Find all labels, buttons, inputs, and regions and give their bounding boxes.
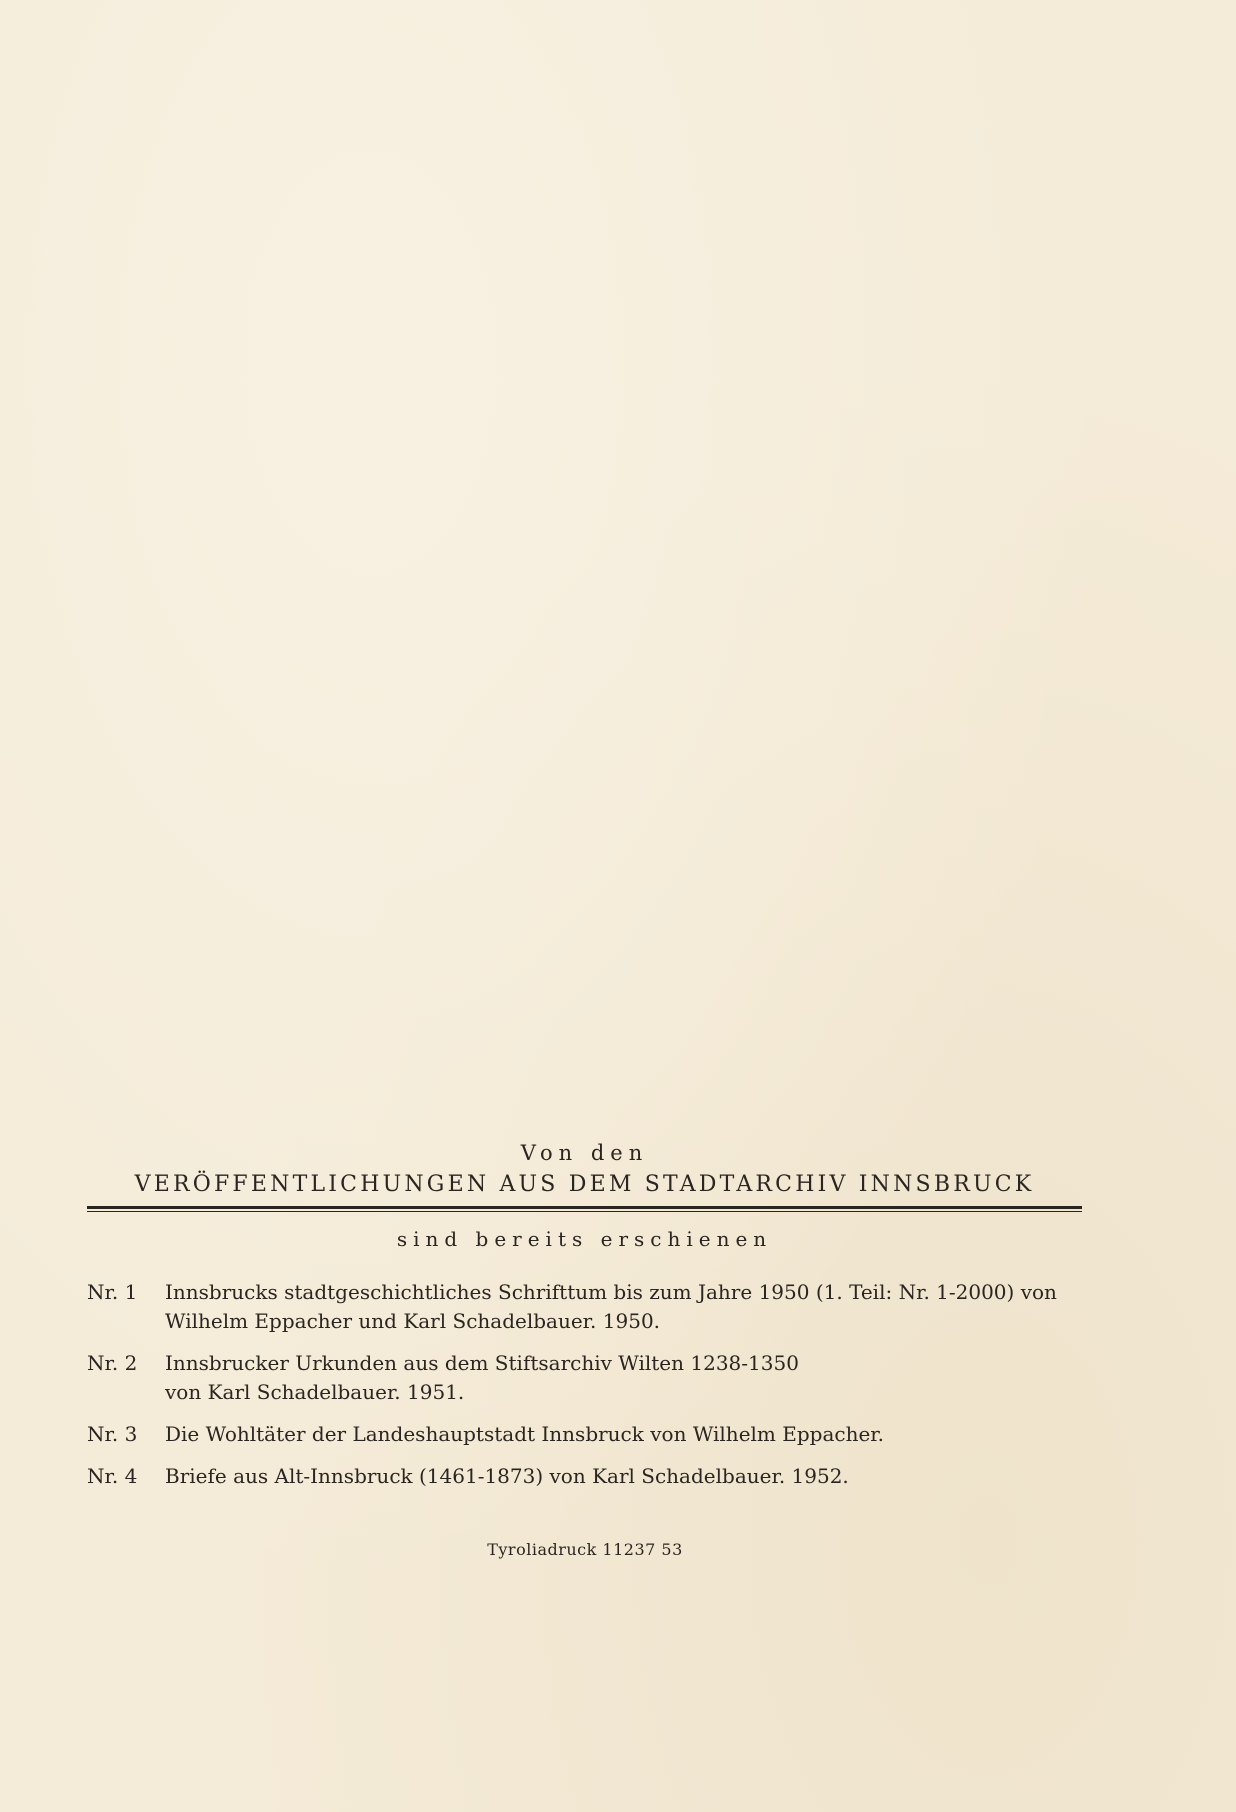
list-item [87,1462,1082,1491]
entry-text: Innsbrucker Urkunden aus dem Stiftsarchiv Wilten 1238-1350 von Karl Schadelbauer. 1951. [165,1351,799,1404]
list-item [87,1278,1082,1336]
printer-imprint: Tyroliadruck 11237 53 [487,1540,683,1559]
intro-text: Von den [520,1141,649,1165]
series-title: VERÖFFENTLICHUNGEN AUS DEM STADTARCHIV INNSBRUCK [134,1172,1035,1197]
publication-list [87,1278,1082,1491]
publication-list-block [87,1138,1082,1504]
list-item [87,1349,1082,1407]
title-rule-thick [87,1206,1082,1209]
entry-number: Nr. 4 [87,1464,138,1488]
entry-number: Nr. 2 [87,1351,138,1375]
title-rule-thin [87,1211,1082,1212]
subtitle-text: sind bereits erschienen [396,1227,773,1251]
list-item [87,1420,1082,1449]
entry-text: Innsbrucks stadtgeschichtliches Schrifttum bis zum Jahre 1950 (1. Teil: Nr. 1-2000) von Wilhelm Eppacher und Karl Schadelbauer. 1950. [165,1280,1057,1333]
entry-text: Briefe aus Alt-Innsbruck (1461-1873) von Karl Schadelbauer. 1952. [165,1464,849,1488]
entry-number: Nr. 1 [87,1280,138,1304]
entry-text: Die Wohltäter der Landeshauptstadt Innsbruck von Wilhelm Eppacher. [165,1422,885,1446]
entry-number: Nr. 3 [87,1422,138,1446]
